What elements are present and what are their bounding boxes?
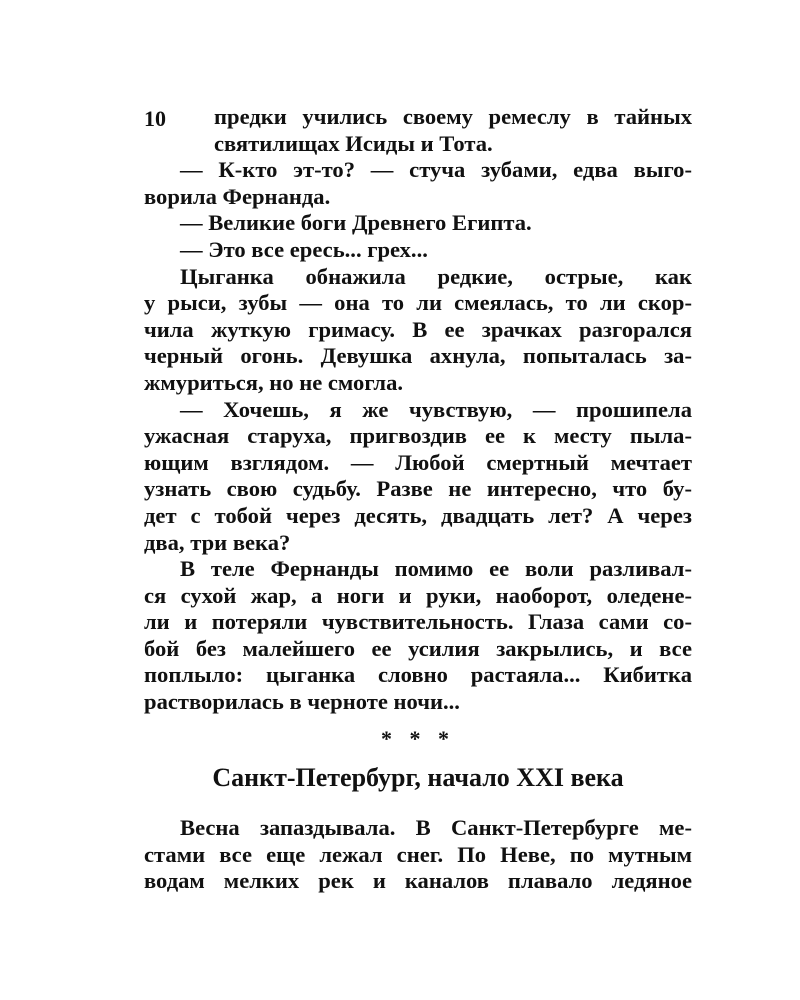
text-line: ворила Фернанда. [144, 183, 331, 209]
text-line: два, три века? [144, 529, 291, 555]
text-line: ся сухой жар, а ноги и руки, наоборот, оледене- [144, 582, 692, 608]
text-line: чила жуткую гримасу. В ее зрачках разгорался [144, 316, 692, 342]
text-line: Цыганка обнажила редкие, острые, как [180, 263, 692, 289]
page-number: 10 [144, 106, 166, 131]
text-line: жмуриться, но не смогла. [144, 369, 404, 395]
text-line: дет с тобой через десять, двадцать лет? А через [144, 502, 692, 528]
text-line: ющим взглядом. — Любой смертный мечтает [144, 449, 692, 475]
text-line: черный огонь. Девушка ахнула, попыталась за- [144, 343, 692, 369]
text-line: водам мелких рек и каналов плавало ледяное [144, 868, 692, 894]
text-line: узнать свою судьбу. Разве не интересно, что бу- [144, 476, 692, 502]
section-separator: * * * [381, 726, 455, 751]
text-line: — Хочешь, я же чувствую, — прошипела [180, 396, 692, 422]
text-line: растворилась в черноте ночи... [144, 689, 460, 715]
text-line: стами все еще лежал снег. По Неве, по мутным [144, 841, 692, 867]
text-line: Весна запаздывала. В Санкт-Петербурге ме- [180, 815, 692, 840]
text-line: ужасная старуха, пригвоздив ее к месту пыла- [144, 423, 692, 449]
text-line: В теле Фернанды помимо ее воли разливал- [180, 556, 692, 582]
text-line: поплыло: цыганка словно растаяла... Кибитка [144, 662, 692, 688]
text-line: бой без малейшего ее усилия закрылись, и все [144, 635, 692, 661]
text-line: ли и потеряли чувствительность. Глаза сами со- [144, 609, 692, 635]
body-text [144, 104, 692, 716]
text-line: предки учились своему ремеслу в тайных [214, 104, 692, 129]
text-line: у рыси, зубы — она то ли смеялась, то ли скор- [144, 290, 692, 316]
text-line: — К-кто эт-то? — стуча зубами, едва выго- [180, 157, 692, 183]
text-line: — Великие боги Древнего Египта. [180, 210, 532, 236]
section-text [144, 815, 692, 895]
text-line: святилищах Исиды и Тота. [214, 130, 493, 156]
section-heading: Санкт-Петербург, начало XXI века [212, 763, 624, 792]
text-line: — Это все ересь... грех... [180, 236, 428, 262]
